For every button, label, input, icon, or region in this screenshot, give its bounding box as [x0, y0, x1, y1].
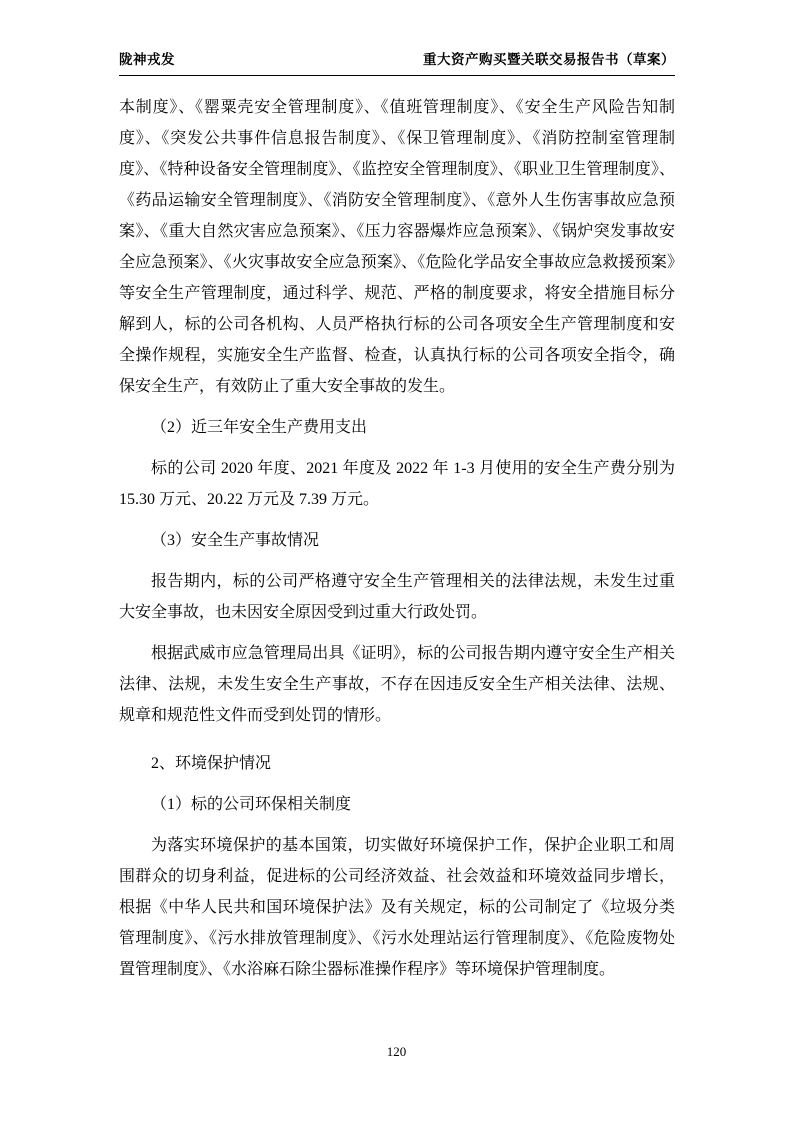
paragraph-accidents-report-period: 报告期内，标的公司严格遵守安全生产管理相关的法律法规，未发生过重大安全事故，也未因安全原因受到过重大行政处罚。: [119, 573, 675, 621]
header-report-title: 重大资产购买暨关联交易报告书（草案）: [423, 52, 675, 67]
paragraph-accidents-certificate: 根据武威市应急管理局出具《证明》，标的公司报告期内遵守安全生产相关法律、法规，未发生安全生产事故，不存在因违反安全生产相关法律、法规、规章和规范性文件而受到处罚的情形。: [119, 645, 675, 724]
document-content: [119, 92, 675, 985]
heading-environment-systems: （1）标的公司环保相关制度: [151, 796, 352, 813]
header-company-name: 陇神戎发: [119, 52, 175, 67]
page-header: [119, 48, 675, 76]
heading-environment-protection: 2、环境保护情况: [151, 755, 272, 772]
paragraph-safety-expense: 标的公司 2020 年度、2021 年度及 2022 年 1-3 月使用的安全生产费分别为 15.30 万元、20.22 万元及 7.39 万元。: [119, 460, 675, 508]
page-number: 120: [386, 1044, 407, 1059]
paragraph-safety-systems: 本制度》、《罂粟壳安全管理制度》、《值班管理制度》、《安全生产风险告知制度》、《突发公共事件信息报告制度》、《保卫管理制度》、《消防控制室管理制度》、《特种设备安全管理制度》、《监控安全管理制度》、《职业卫生管理制度》、《药品运输安全管理制度》、《消防安全管理制度》、《意外人生伤害事故应急预案》、《重大自然灾害应急预案》、《压力容器爆炸应急预案》、《锅炉突发事故安全应急预案》、《火灾事故安全应急预案》、《危险化学品安全事故应急救援预案》等安全生产管理制度，通过科学、规范、严格的制度要求，将安全措施目标分解到人，标的公司各机构、人员严格执行标的公司各项安全生产管理制度和安全操作规程，实施安全生产监督、检查，认真执行标的公司各项安全指令，确保安全生产，有效防止了重大安全事故的发生。: [119, 99, 675, 395]
heading-safety-accidents: （3）安全生产事故情况: [151, 532, 320, 549]
paragraph-environment-systems: 为落实环境保护的基本国策，切实做好环境保护工作，保护企业职工和周围群众的切身利益，促进标的公司经济效益、社会效益和环境效益同步增长，根据《中华人民共和国环境保护法》及有关规定，标的公司制定了《垃圾分类管理制度》、《污水排放管理制度》、《污水处理站运行管理制度》、《危险废物处置管理制度》、《水浴麻石除尘器标准操作程序》等环境保护管理制度。: [119, 837, 675, 978]
heading-safety-expense: （2）近三年安全生产费用支出: [151, 419, 368, 436]
page-footer: [0, 1044, 793, 1060]
